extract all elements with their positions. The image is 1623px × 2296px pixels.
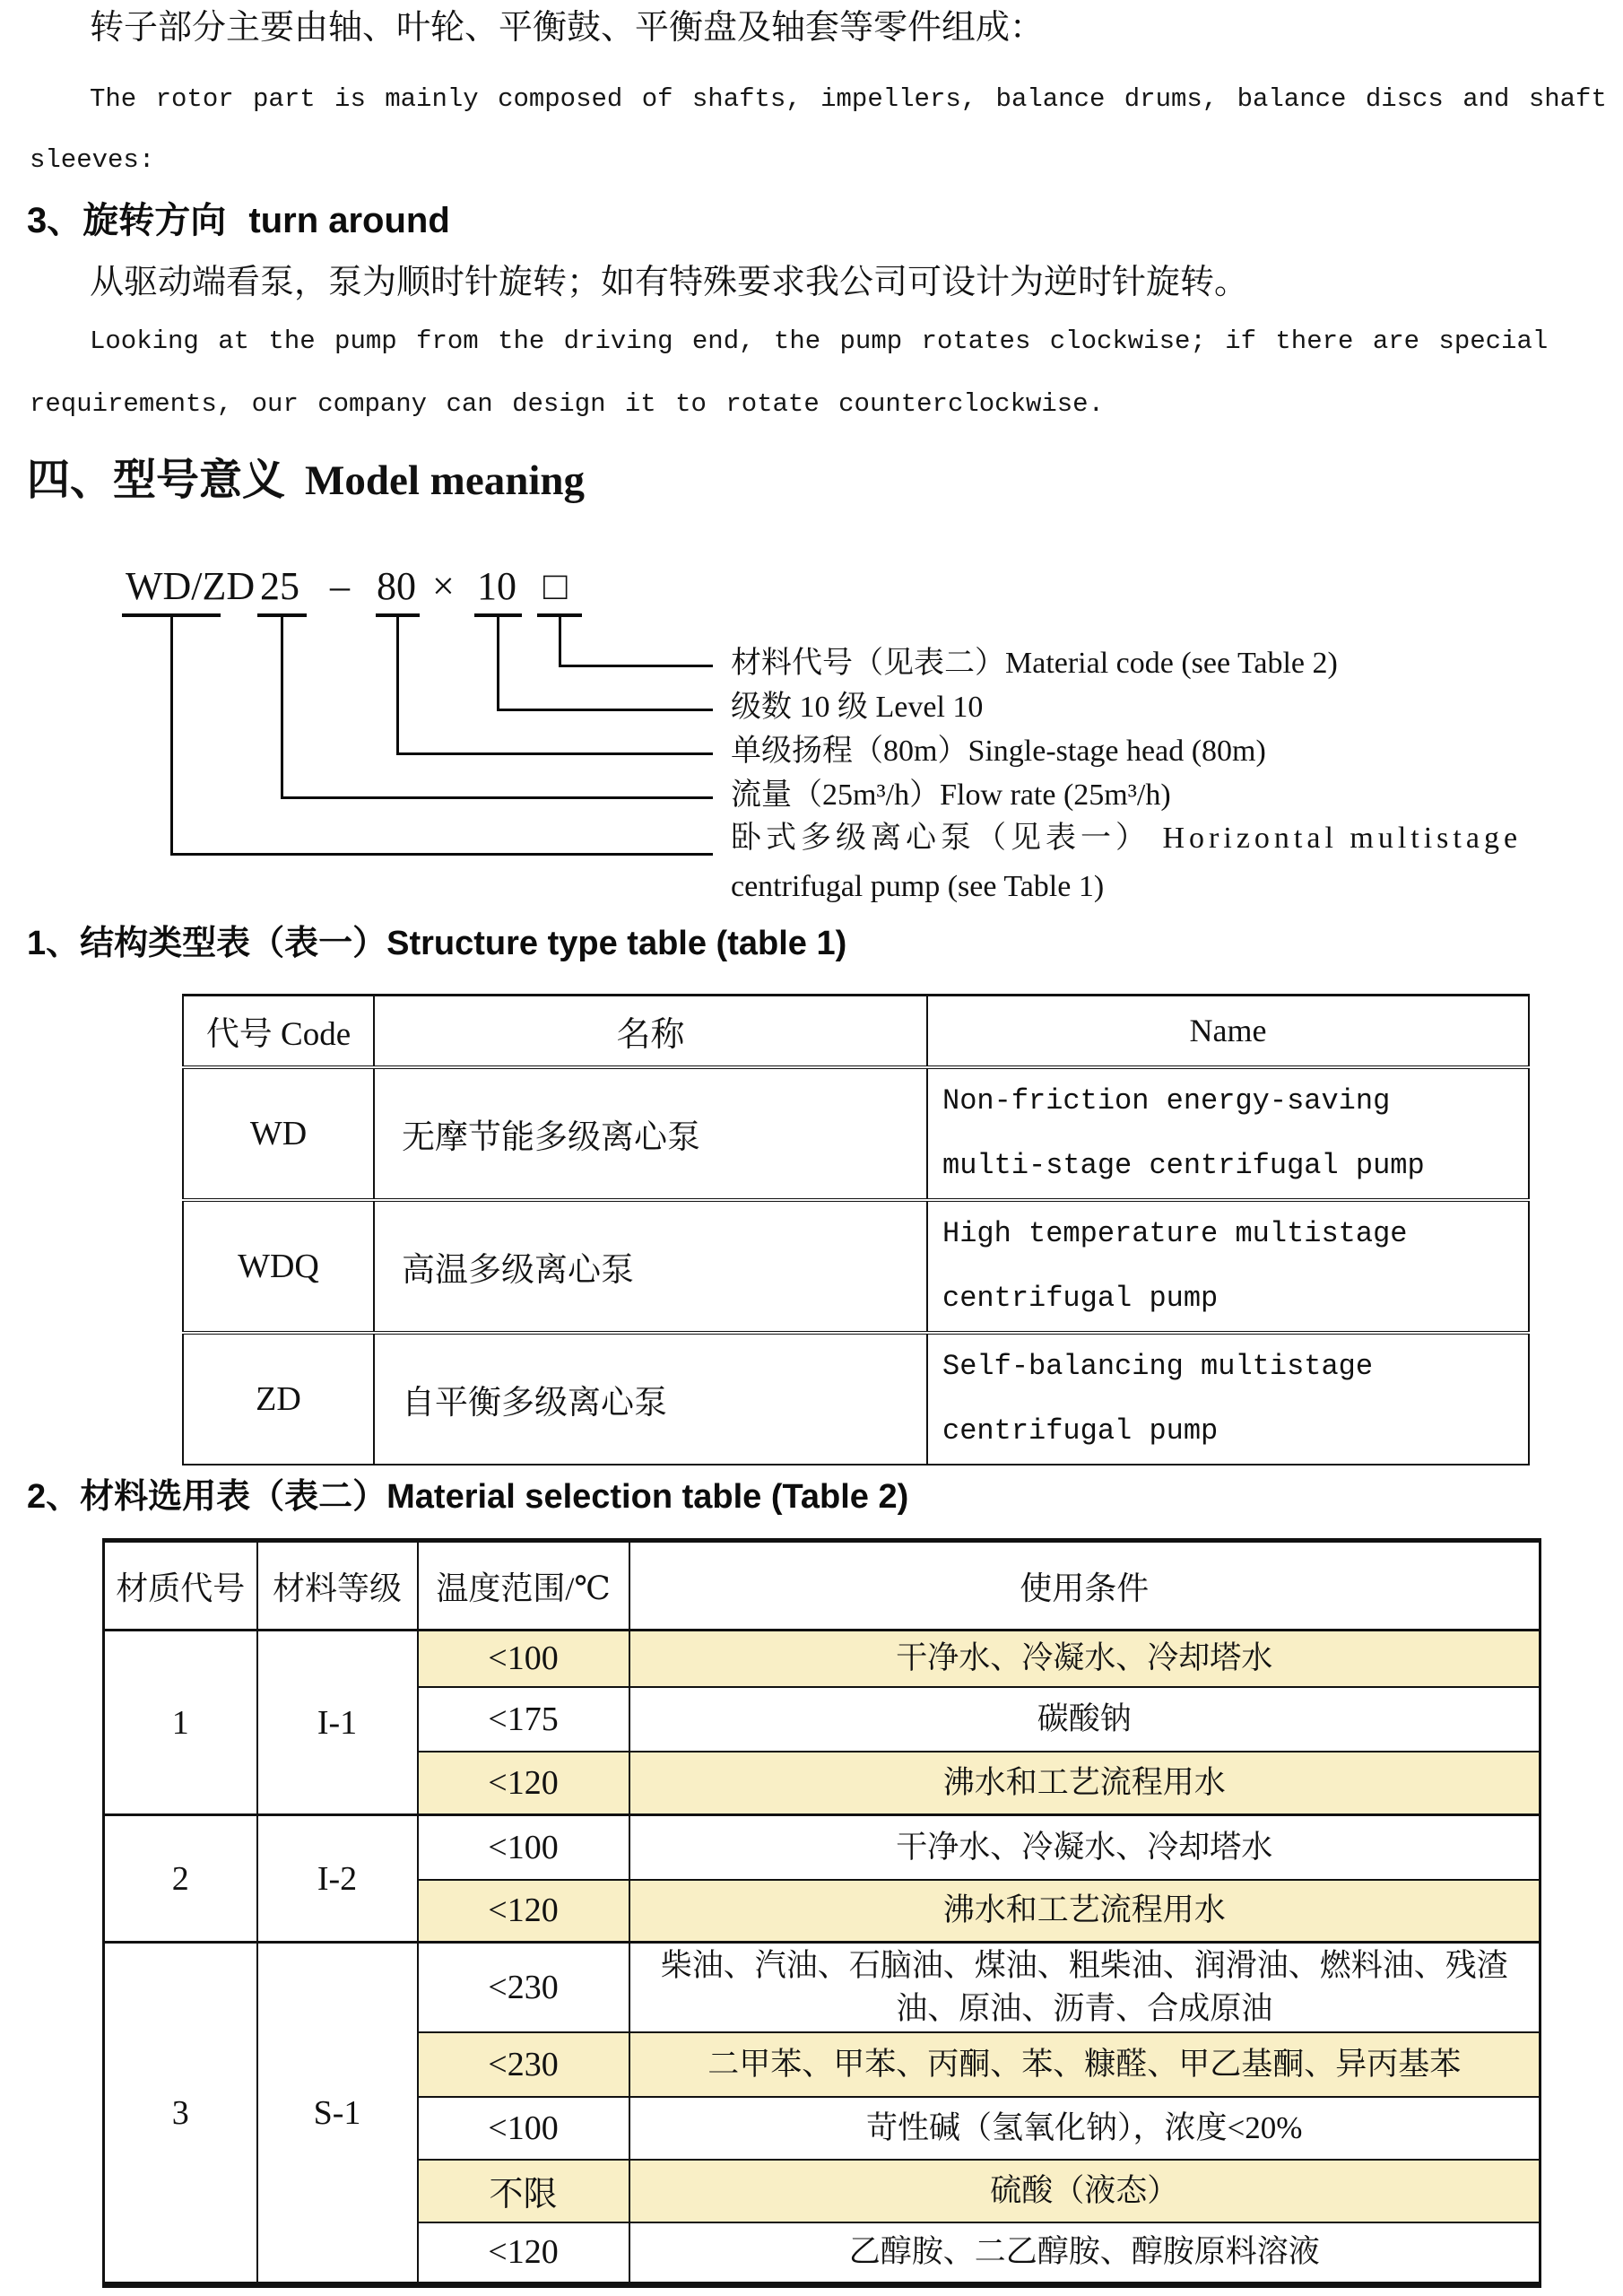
table2-row5-temp: <120 [418, 1880, 629, 1943]
section-heading-4-zh: 四、型号意义 [27, 457, 286, 504]
model-meaning-diagram [0, 556, 1623, 915]
table2-row8-temp: <100 [418, 2097, 629, 2160]
connector-vertical-box [559, 613, 561, 667]
table1-wdq-name-en-line2: centrifugal pump [942, 1281, 1219, 1315]
diagram-label-pump-type-line2: centrifugal pump (see Table 1) [731, 870, 1105, 903]
table2-header-row [104, 1541, 1541, 1631]
table2-row3-temp: <120 [418, 1752, 629, 1815]
table1-zd-name-zh: 自平衡多级离心泵 [374, 1333, 927, 1465]
table2-header-material-code: 材质代号 [104, 1541, 257, 1631]
table1-header-row [183, 996, 1529, 1067]
table1-wd-name-en-line2: multi-stage centrifugal pump [942, 1148, 1425, 1182]
paragraph-rotor-en-line2: sleeves: [30, 145, 155, 175]
connector-horizontal-flow [281, 796, 713, 799]
table2-row1-cond: 干净水、冷凝水、冷却塔水 [629, 1631, 1541, 1687]
table1-wd-name-en-line1: Non-friction energy-saving [942, 1083, 1391, 1118]
table1-row-zd [183, 1333, 1529, 1465]
table2-group1-code: 1 [104, 1631, 257, 1815]
diagram-label-pump-type-line1: 卧式多级离心泵（见表一） Horizontal multistage [731, 822, 1523, 855]
table2-row2-cond: 碳酸钠 [629, 1687, 1541, 1752]
table1-wdq-name-en-line1: High temperature multistage [942, 1216, 1408, 1250]
table2-row5-cond: 沸水和工艺流程用水 [629, 1880, 1541, 1943]
material-selection-table [102, 1538, 1541, 2288]
section-heading-3 [27, 199, 450, 242]
section-heading-3-en: turn around [248, 201, 450, 240]
table2-row9-cond: 硫酸（液态） [629, 2160, 1541, 2222]
table2-row4-cond: 干净水、冷凝水、冷却塔水 [629, 1815, 1541, 1880]
table1-wdq-code: WDQ [183, 1200, 374, 1333]
table2-group2-code: 2 [104, 1815, 257, 1943]
model-times-sign: × [432, 564, 455, 608]
diagram-label-stages: 级数 10 级 Level 10 [731, 691, 984, 724]
table2-row8-cond: 苛性碱（氢氧化钠），浓度<20% [629, 2097, 1541, 2160]
table2-row1-temp: <100 [418, 1631, 629, 1687]
table1-heading: 1、结构类型表（表一）Structure type table (table 1) [27, 925, 847, 962]
table2-row6-temp: <230 [418, 1943, 629, 2032]
paragraph-rotation-en-line1: Looking at the pump from the driving end, the pump rotates clockwise; if there are special [90, 326, 1549, 356]
connector-horizontal-stages [497, 709, 713, 711]
table2-group3-grade: S-1 [257, 1943, 418, 2285]
table2-row2-temp: <175 [418, 1687, 629, 1752]
table2-row7-cond: 二甲苯、甲苯、丙酮、苯、糠醛、甲乙基酮、异丙基苯 [629, 2032, 1541, 2097]
connector-horizontal-head [396, 752, 713, 755]
table2-row-6 [104, 1943, 1541, 2032]
table1-zd-name-en-line1: Self-balancing multistage [942, 1349, 1374, 1383]
connector-vertical-flow [281, 613, 283, 799]
table1-wd-name-en [927, 1067, 1529, 1200]
diagram-label-head: 单级扬程（80m）Single-stage head (80m) [731, 735, 1266, 768]
table2-group1-grade: I-1 [257, 1631, 418, 1815]
table1-zd-name-en [927, 1333, 1529, 1465]
table2-row-4 [104, 1815, 1541, 1880]
table1-wdq-name-en [927, 1200, 1529, 1333]
model-stage-value: 10 [477, 564, 516, 608]
table2-row4-temp: <100 [418, 1815, 629, 1880]
diagram-label-flow: 流量（25m³/h）Flow rate (25m³/h) [731, 778, 1171, 812]
connector-horizontal-type [170, 853, 713, 856]
table1-wd-name-zh: 无摩节能多级离心泵 [374, 1067, 927, 1200]
model-head-value: 80 [377, 564, 416, 608]
table2-row3-cond: 沸水和工艺流程用水 [629, 1752, 1541, 1815]
model-dash: – [330, 564, 350, 608]
table2-row9-temp: 不限 [418, 2160, 629, 2222]
section-heading-3-zh: 3、旋转方向 [27, 201, 227, 240]
diagram-label-material-code: 材料代号（见表二）Material code (see Table 2) [731, 647, 1338, 680]
table1-row-wdq [183, 1200, 1529, 1333]
table1-header-name-en: Name [927, 996, 1529, 1067]
table2-group2-grade: I-2 [257, 1815, 418, 1943]
table1-row-wd [183, 1067, 1529, 1200]
table1-wd-code: WD [183, 1067, 374, 1200]
table2-header-material-grade: 材料等级 [257, 1541, 418, 1631]
table2-row7-temp: <230 [418, 2032, 629, 2097]
connector-horizontal-material [559, 665, 713, 667]
connector-vertical-head [396, 613, 399, 755]
connector-vertical-stages [497, 613, 499, 711]
table1-zd-name-en-line2: centrifugal pump [942, 1413, 1219, 1448]
model-blank-box-icon: □ [543, 564, 568, 608]
table2-group3-code: 3 [104, 1943, 257, 2285]
table2-heading: 2、材料选用表（表二）Material selection table (Table 2) [27, 1478, 909, 1516]
table1-header-code: 代号 Code [183, 996, 374, 1067]
table2-row10-temp: <120 [418, 2222, 629, 2285]
paragraph-rotation-zh: 从驱动端看泵，泵为顺时针旋转；如有特殊要求我公司可设计为逆时针旋转。 [90, 264, 1249, 301]
section-heading-4-en: Model meaning [305, 457, 586, 504]
model-flow-value: 25 [260, 564, 299, 608]
model-code: WD/ZD [126, 564, 256, 608]
table1-wdq-name-zh: 高温多级离心泵 [374, 1200, 927, 1333]
paragraph-rotor-en-line1: The rotor part is mainly composed of shafts, impellers, balance drums, balance discs and shaft [90, 84, 1607, 114]
table2-header-temp-range: 温度范围/℃ [418, 1541, 629, 1631]
table2-row6-cond: 柴油、汽油、石脑油、煤油、粗柴油、润滑油、燃料油、残渣油、原油、沥青、合成原油 [629, 1943, 1541, 2032]
paragraph-rotation-en-line2: requirements, our company can design it to rotate counterclockwise. [30, 389, 1104, 419]
table1-header-name-zh: 名称 [374, 996, 927, 1067]
section-heading-4 [27, 445, 585, 507]
table1-zd-code: ZD [183, 1333, 374, 1465]
table2-header-conditions: 使用条件 [629, 1541, 1541, 1631]
table2-row-1 [104, 1631, 1541, 1687]
structure-type-table [182, 994, 1530, 1465]
connector-vertical-code [170, 613, 173, 856]
table2-row10-cond: 乙醇胺、二乙醇胺、醇胺原料溶液 [629, 2222, 1541, 2285]
paragraph-rotor-zh: 转子部分主要由轴、叶轮、平衡鼓、平衡盘及轴套等零件组成： [90, 9, 1045, 47]
